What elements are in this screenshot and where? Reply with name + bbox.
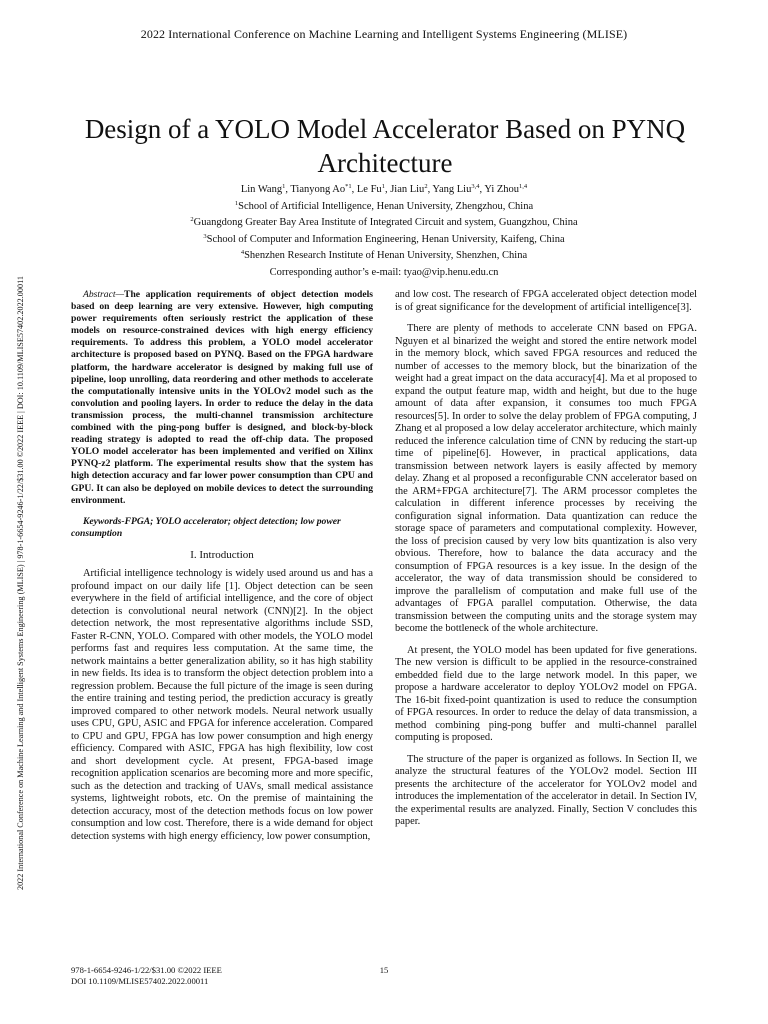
footer-isbn: 978-1-6654-9246-1/22/$31.00 ©2022 IEEE bbox=[71, 965, 222, 975]
page-number: 15 bbox=[379, 965, 389, 975]
right-paragraph-3: At present, the YOLO model has been updated for five generations. The new version is difficult to be applied in the resource-constrained embedded field due to the large network model. In this paper, we propose a hardware accelerator to deploy YOLOv2 model on FPGA. The 16-bit fixed-point quantization is used to reduce the consumption of FPGA resources. In order to reduce the delay of data transmission, a method combining ping-pong buffer and multi-channel parallel computing is proposed. bbox=[395, 644, 697, 743]
affiliation-2: $^2$Guangdong Greater Bay Area Institute of Integrated Circuit and system, Guangzhou, China bbox=[190, 216, 578, 229]
abstract-text: The application requirements of object detection models based on deep learning are very extensive. However, high computing power requirements often seriously restrict the application of these models on resource-constrained devices with high energy efficiency requirements. To address this problem, a YOLO model accelerator architecture is proposed based on PYNQ. Based on the FPGA hardware platform, the hardware accelerator is designed by making full use of pipeline, loop unrolling, data reordering and other methods to accelerate the computationally intensive units in the YOLOv2 model such as the convolution and pooling layers. In order to reduce the delay in the data transmission process, the multi-channel transmission architecture combined with the ping-pong buffer is designed, and block-by-block reading strategy is adopted to read the off-chip data. The proposed YOLO model accelerator has been implemented and verified on Xilinx PYNQ-z2 platform. The experimental results show that the system has high detection accuracy and far lower power consumption than CPU and GPU. It can also be deployed on mobile devices to detect the surrounding environment. bbox=[71, 289, 373, 506]
paper-title: Design of a YOLO Model Accelerator Based on PYNQ Architecture bbox=[84, 114, 686, 178]
keywords: Keywords-FPGA; YOLO accelerator; object detection; low power consumption bbox=[71, 515, 341, 539]
left-column bbox=[71, 289, 373, 852]
affiliation-1: $^1$School of Artificial Intelligence, Henan University, Zhengzhou, China bbox=[234, 199, 534, 212]
right-column bbox=[395, 289, 697, 838]
section-heading-introduction: I. Introduction bbox=[190, 548, 254, 561]
affiliation-3: $^3$School of Computer and Information Engineering, Henan University, Kaifeng, China bbox=[203, 232, 565, 245]
author-names: Lin Wang$^1$, Tianyong Ao$^{*1}$, Le Fu$^1$, Jian Liu$^2$, Yang Liu$^{3,4}$, Yi Zhou$^{1,4}$ bbox=[240, 183, 528, 195]
side-copyright-notice: 2022 International Conference on Machine Learning and Intelligent Systems Engineering (MLISE) | 978-1-6654-9246-1/22/$31.00 ©2022 IEEE | DOI: 10.1109/MLISE57402.2022.00011 bbox=[16, 276, 25, 890]
footer-doi: DOI 10.1109/MLISE57402.2022.00011 bbox=[71, 976, 209, 986]
intro-paragraph-left: Artificial intelligence technology is widely used around us and has a profound impact on our daily life [1]. Object detection can be seen everywhere in the field of artificial intelligence, and the core of object detection is convolutional neural network (CNN)[2]. In the object detection network, the most representative algorithms include SSD, Faster R-CNN, YOLO. Compared with other models, the YOLO model performs fast and requires less computation. At the same time, the network maintains a better generalization ability, so it has high stability in new fields. Its idea is to transform the object detection problem into a regression problem. Because the full picture of the image is seen during the entire training and testing period, the prediction accuracy is greatly improved compared to other network models. Neural network usually uses CPU, GPU, ASIC and FPGA for inference acceleration. Compared to CPU and GPU, FPGA has low power consumption and high energy efficiency. Compared with ASIC, FPGA has high flexibility, low cost and short development cycle. At present, FPGA-based image recognition application scenarios are becoming more and more specific, such as the detection and tracking of UAVs, small medical assistance systems, lightweight robots, etc. On the premise of maintaining the detection accuracy, most of the detection methods focus on low power consumption and low cost. Therefore, there is a wide demand for object detection systems with high energy efficiency, low power consumption, bbox=[71, 568, 373, 842]
abstract-lead: Abstract— bbox=[83, 289, 125, 300]
right-paragraph-4: The structure of the paper is organized as follows. In Section II, we analyze the structural features of the YOLOv2 model. Section III presents the architecture of the accelerator for YOLOv2 model and introduces the implementation of the accelerator in detail. In Section IV, the experimental results are analyzed. Finally, Section V concludes this paper. bbox=[395, 753, 697, 827]
running-header: 2022 International Conference on Machine Learning and Intelligent Systems Engineering (MLISE) bbox=[140, 27, 628, 41]
right-paragraph-1: and low cost. The research of FPGA accelerated object detection model is of great significance for the development of artificial intelligence[3]. bbox=[395, 289, 697, 313]
right-paragraph-2: There are plenty of methods to accelerate CNN based on FPGA. Nguyen et al binarized the weight and stored the entire network model in the memory block, which saved FPGA resources and reduced the number of accesses to the memory block, but the binarization of the weight had a great impact on the data accuracy[4]. Ma et al proposed to expand the output feature map, width and height, but due to the huge amount of data after expansion, it consumes too much FPGA resources[5]. In order to solve the delay problem of FPGA computing, J Zhang et al proposed a low delay accelerator architecture, which mainly reduced the inference calculation time of CNN by reducing the start-up time of pipeline[6]. However, in practical applications, data transmission between network layers is easily affected by memory delay. Zhang et al proposed a reconfigurable CNN accelerator based on the ARM+FPGA architecture[7]. The ARM processor completes the calculation in different inference processes by receiving the configuration signal information. Data quantization can reduce the storage space of parameters and computational complexity. However, the loss of precision caused by very low bits quantization is also very obvious. Therefore, how to balance the data accuracy and the consumption of FPGA resources is a key issue. In the design of the accelerator, the way of data transmission should be considered to improve the parallelism of computation and make full use of the advantages of FPGA parallel computation. Otherwise, the data transmission between the computing units and the storage system may become the bottleneck of the whole architecture. bbox=[395, 323, 697, 634]
corresponding-email: Corresponding author’s e-mail: tyao@vip.henu.edu.cn bbox=[269, 266, 499, 278]
affiliation-4: $^4$Shenzhen Research Institute of Henan University, Shenzhen, China bbox=[240, 249, 528, 262]
abstract bbox=[71, 289, 373, 507]
author-block bbox=[0, 182, 768, 282]
